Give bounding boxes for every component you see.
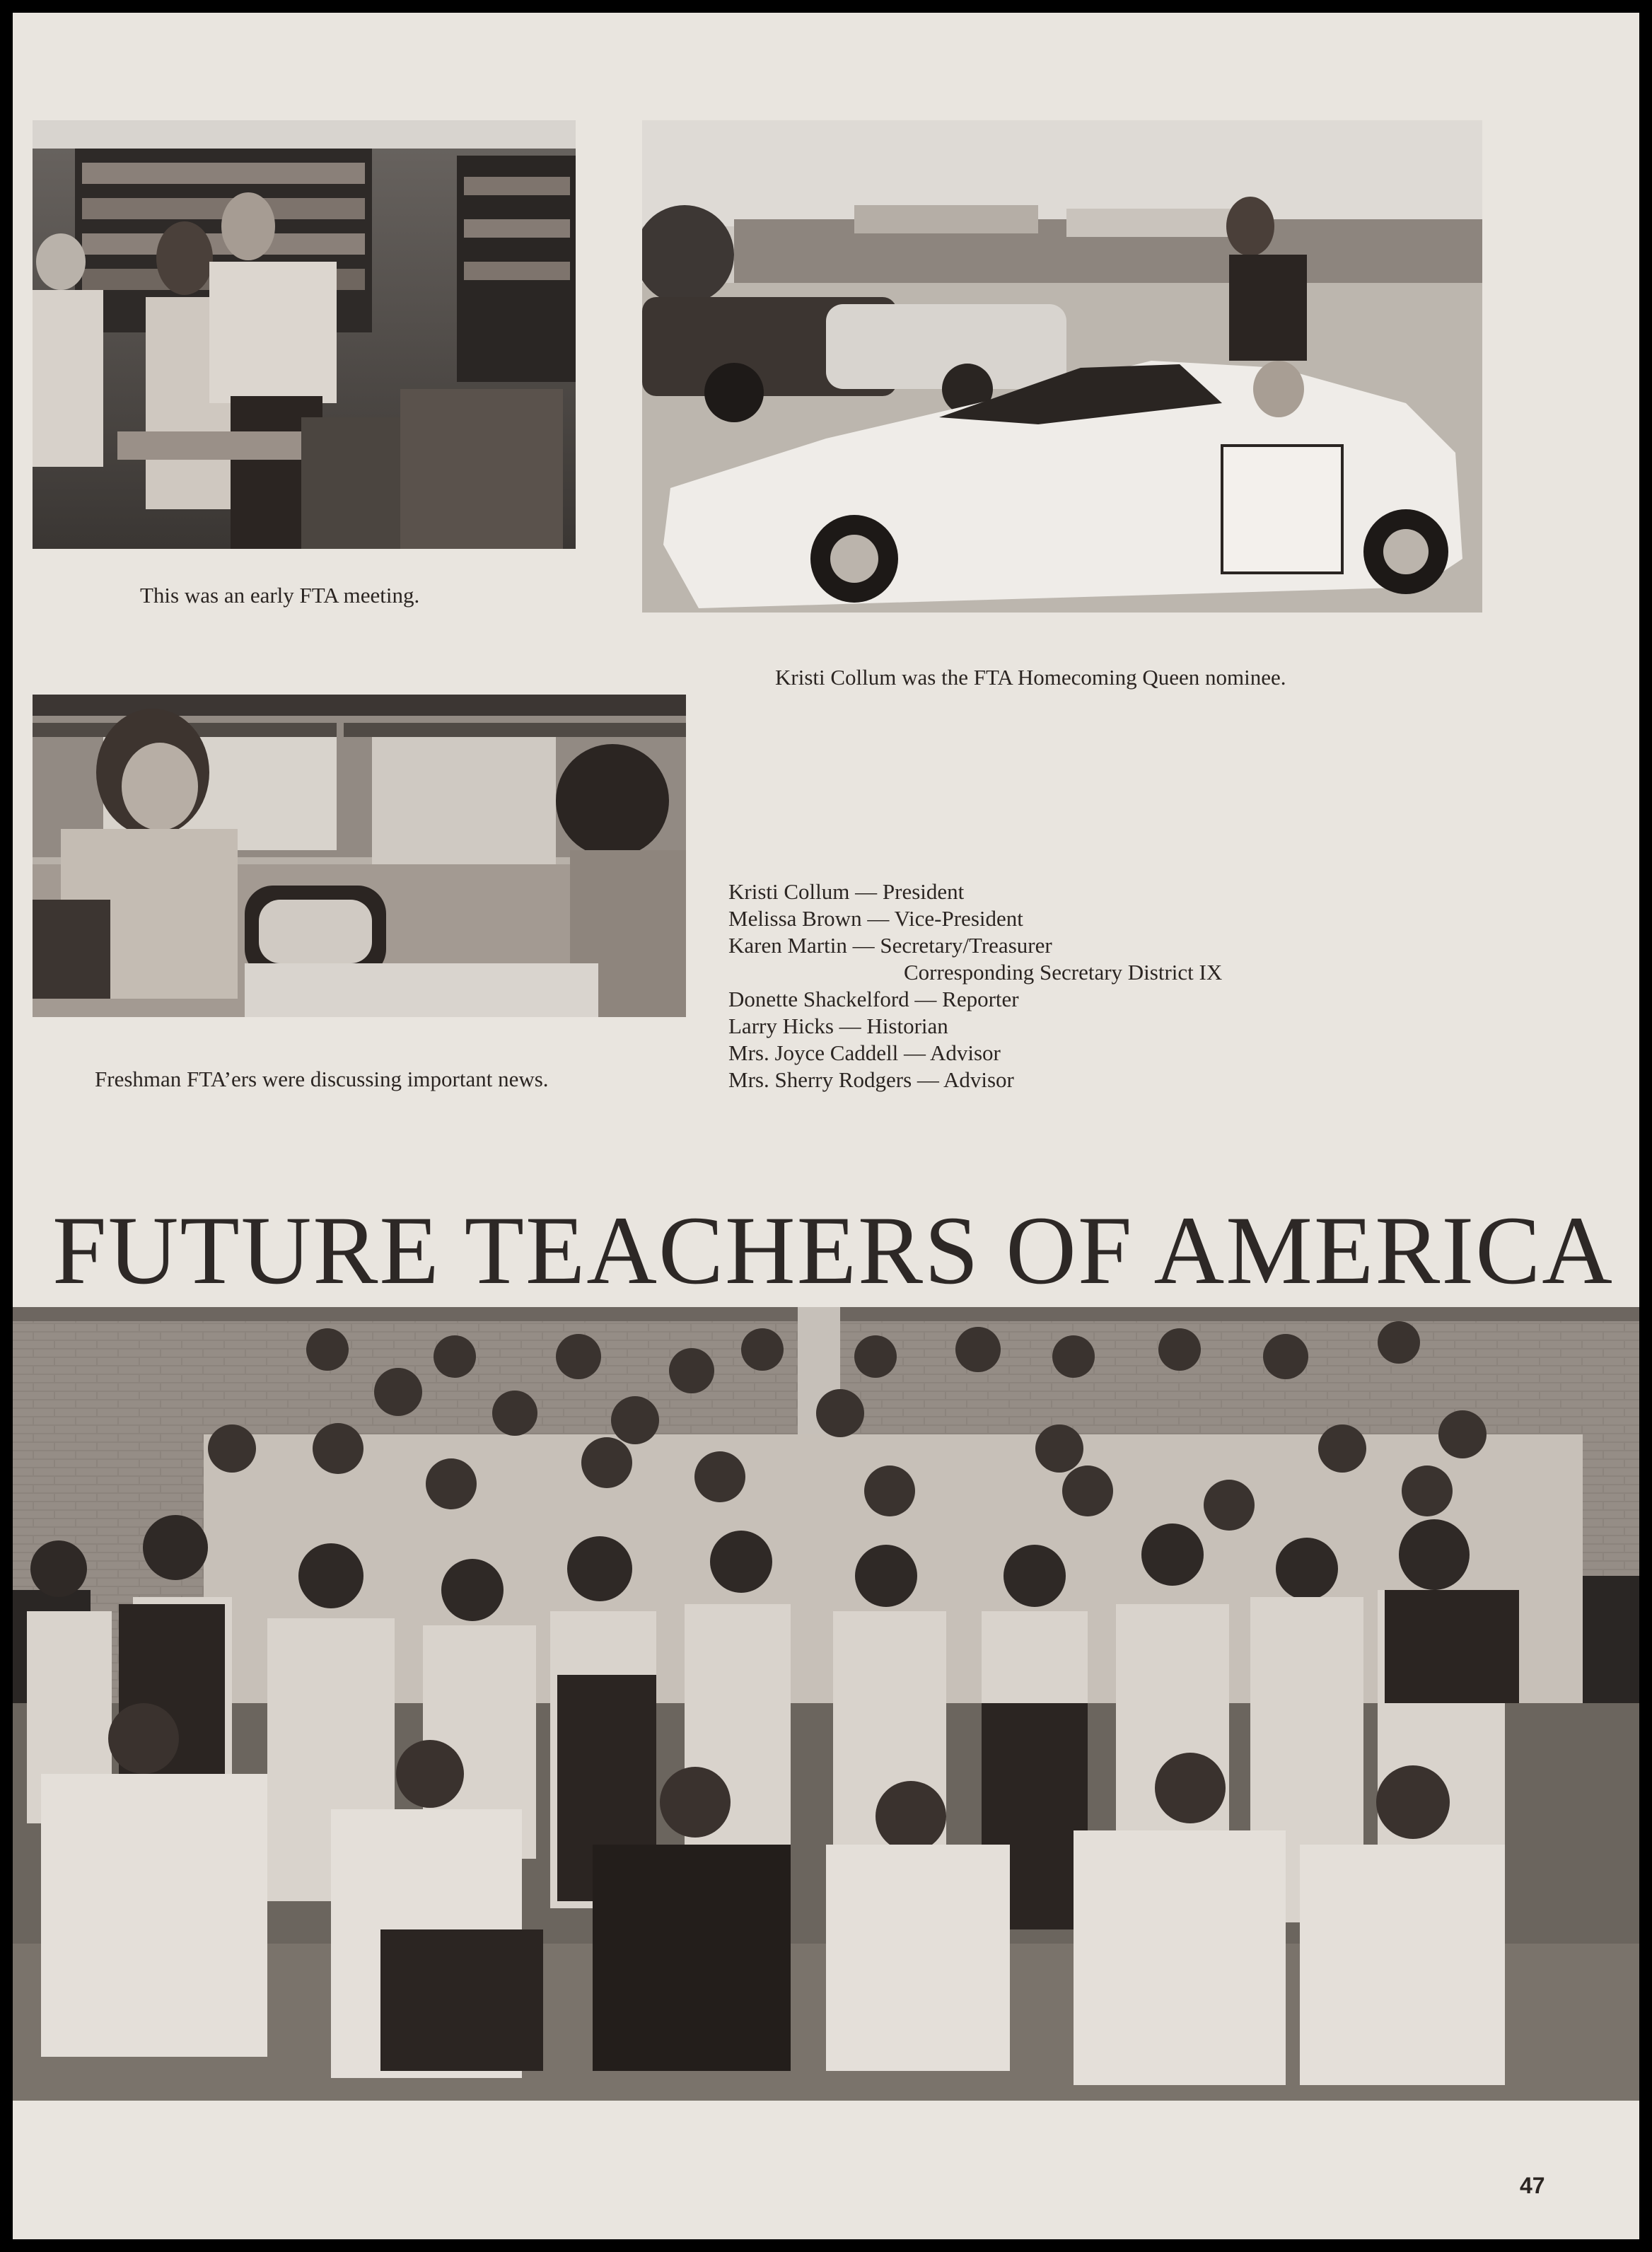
officer-vice-president: Melissa Brown — Vice-President <box>728 906 1023 931</box>
officer-historian: Larry Hicks — Historian <box>728 1014 948 1038</box>
advisor-caddell: Mrs. Joyce Caddell — Advisor <box>728 1040 1001 1065</box>
homecoming-caption: Kristi Collum was the FTA Homecoming Queen nominee. <box>775 665 1286 690</box>
advisor-rodgers: Mrs. Sherry Rodgers — Advisor <box>728 1067 1014 1092</box>
freshman-photo <box>33 695 686 1017</box>
fta-meeting-photo <box>33 120 576 549</box>
page-number: 47 <box>1520 2173 1545 2198</box>
officer-corresponding-secretary: Corresponding Secretary District IX <box>904 960 1223 985</box>
freshman-caption: Freshman FTA’ers were discussing important news. <box>95 1067 549 1091</box>
fta-meeting-caption: This was an early FTA meeting. <box>140 583 420 608</box>
yearbook-page <box>13 13 1639 2239</box>
officer-president: Kristi Collum — President <box>728 879 965 904</box>
group-photo <box>13 1307 1639 2101</box>
officer-secretary-treasurer: Karen Martin — Secretary/Treasurer <box>728 933 1052 958</box>
officers-list <box>728 878 1222 1093</box>
homecoming-car-photo <box>642 120 1482 613</box>
officer-reporter: Donette Shackelford — Reporter <box>728 987 1019 1011</box>
page-title: FUTURE TEACHERS OF AMERICA <box>52 1196 1614 1304</box>
